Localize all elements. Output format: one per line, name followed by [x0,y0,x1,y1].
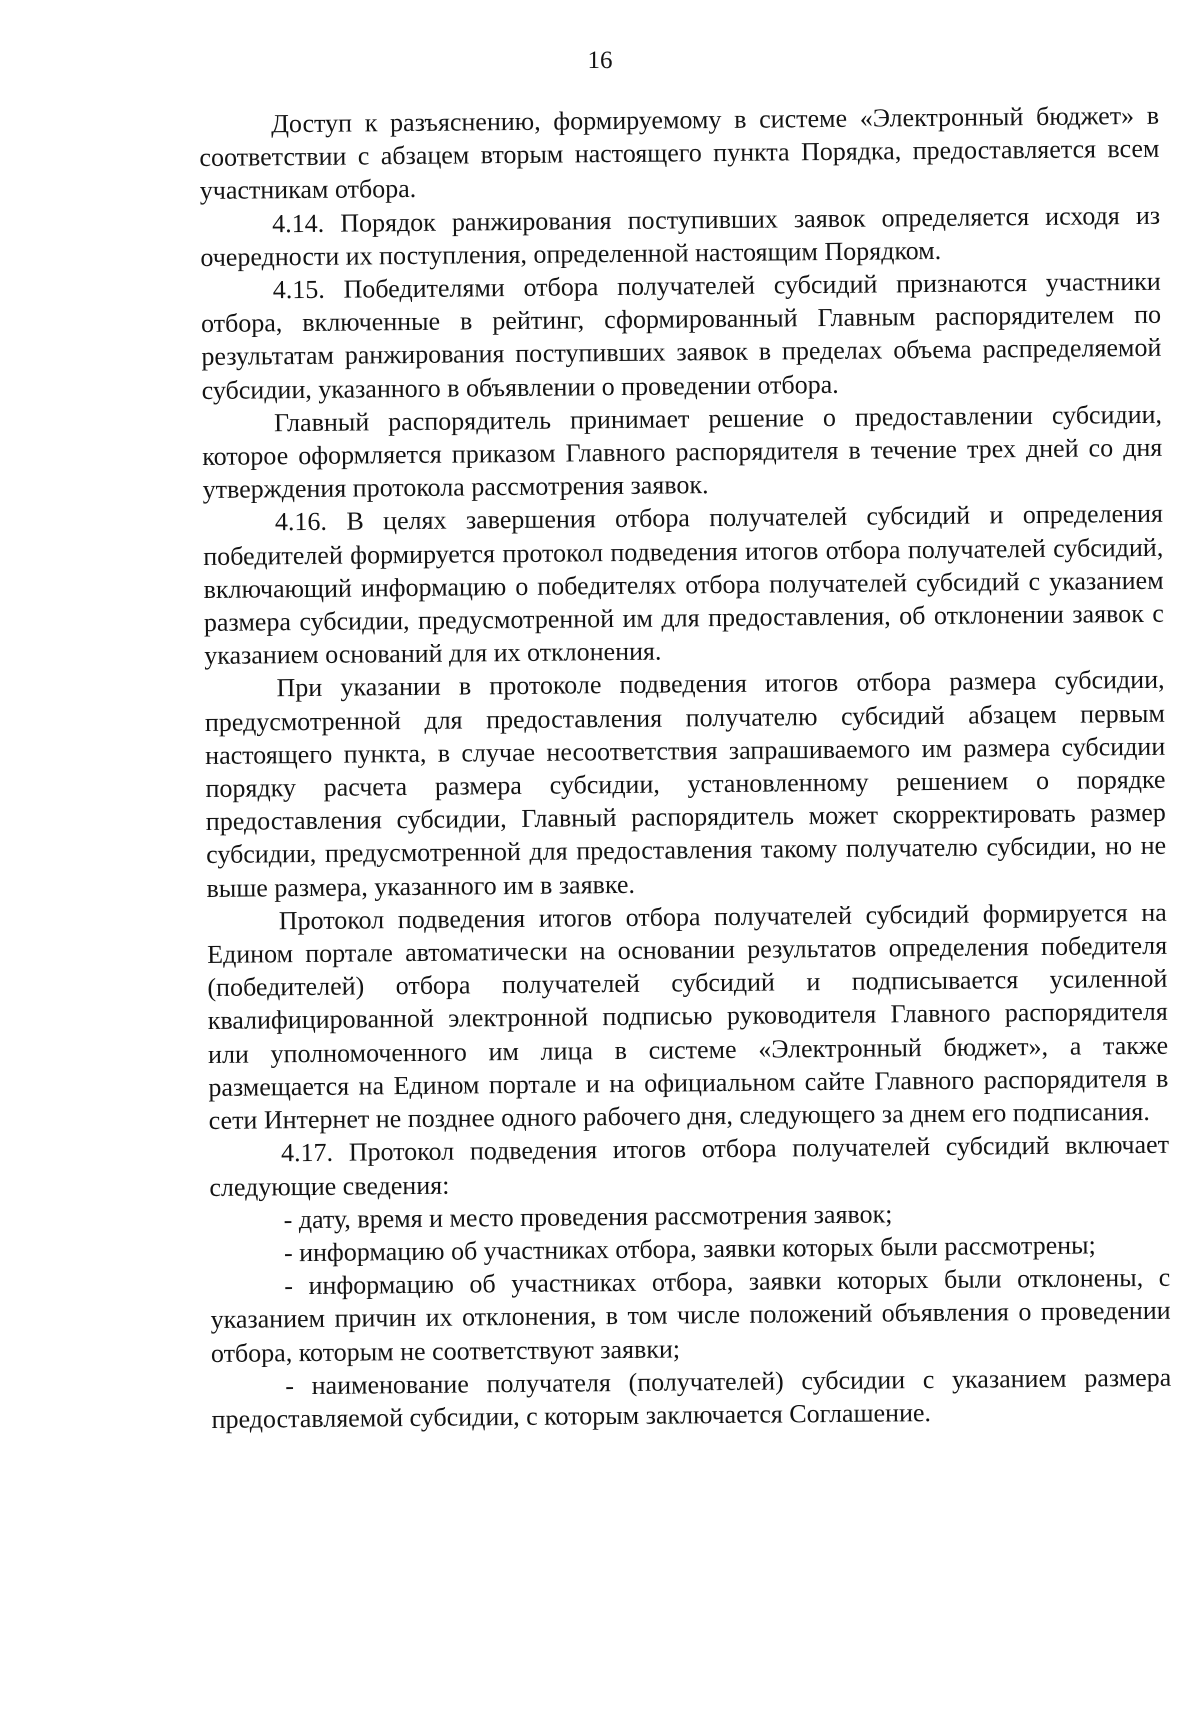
paragraph-4-14: 4.14. Порядок ранжирования поступивших заявок определяется исходя из очередности их поступления, определенной настоящим Порядком. [200,200,1161,272]
paragraph-4-17: 4.17. Протокол подведения итогов отбора получателей субсидий включает следующие сведения: [209,1130,1170,1202]
list-item-rejected: - информацию об участниках отбора, заявки которых были отклонены, с указанием причин их отклонения, в том числе положений объявления о проведении отбора, которым не соответствуют заявки; [210,1262,1171,1368]
paragraph-access-clarification: Доступ к разъяснению, формируемому в системе «Электронный бюджет» в соответствии с абзацем вторым настоящего пункта Порядка, предоставляется всем участникам отбора. [199,100,1160,206]
list-item-considered: - информацию об участниках отбора, заявки которых были рассмотрены; [283,1230,1096,1268]
document-body [199,99,1172,1436]
paragraph-protocol: Протокол подведения итогов отбора получателей субсидий формируется на Едином портале автоматически на основании результатов определения победителя (победителей) отбора получателей субсидий и подписывается усиленной квалифицированной электронной подписью руководителя Главного распорядителя или уполномоченного им лица в системе «Электронный бюджет», а также размещается на Едином портале и на официальном сайте Главного распорядителя в сети Интернет не позднее одного рабочего дня, следующего за днем его подписания. [206,897,1169,1136]
paragraph-decision: Главный распорядитель принимает решение о предоставлении субсидии, которое оформляется приказом Главного распорядителя в течение трех дней со дня утверждения протокола рассмотрения заявок. [202,399,1163,505]
paragraph-subsidy-size: При указании в протоколе подведения итогов отбора размера субсидии, предусмотренной для предоставления получателю субсидий абзацем первым настоящего пункта, в случае несоответствия запрашиваемого им размера субсидии порядку расчета размера субсидии, установленному решением о порядке предоставления субсидии, Главный распорядитель может скорректировать размер субсидии, предусмотренной для предоставления такому получателю субсидии, но не выше размера, указанного им в заявке. [204,665,1167,903]
page-number: 16 [587,47,613,74]
list-item-recipient: - наименование получателя (получателей) субсидии с указанием размера предоставляемой субсидии, с которым заключается Соглашение. [211,1362,1172,1434]
paragraph-4-16: 4.16. В целях завершения отбора получателей субсидий и определения победителей формируется протокол подведения итогов отбора получателей субсидий, включающий информацию о победителях отбора получателей субсидий с указанием размера субсидии, предусмотренной им для предоставления, об отклонении заявок с указанием оснований для их отклонения. [203,499,1165,671]
paragraph-4-15: 4.15. Победителями отбора получателей субсидий признаются участники отбора, включенные в рейтинг, сформированный Главным распорядителем по результатам ранжирования поступивших заявок в пределах объема распределяемой субсидии, указанного в объявлении о проведении отбора. [200,266,1162,405]
list-item-date: - дату, время и место проведения рассмотрения заявок; [283,1199,893,1234]
